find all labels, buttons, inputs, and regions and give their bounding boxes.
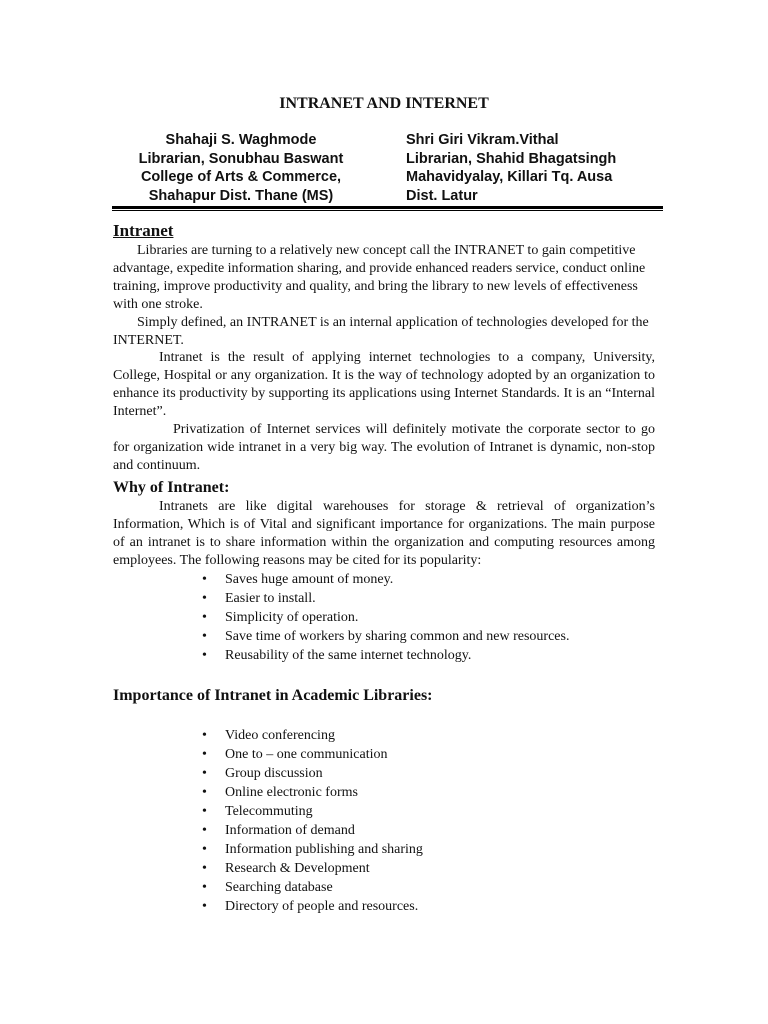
list-item-text: Research & Development (225, 861, 370, 876)
list-item-text: Searching database (225, 880, 333, 895)
bullet-icon: • (202, 766, 207, 781)
list-item (202, 802, 423, 821)
bullet-icon: • (202, 629, 207, 644)
list-item-text: Telecommuting (225, 804, 313, 819)
author-block-left (124, 131, 358, 205)
list-item-text: Directory of people and resources. (225, 899, 419, 914)
author-left-line: Shahapur Dist. Thane (MS) (148, 187, 334, 204)
list-item (202, 627, 569, 646)
list-item (202, 821, 423, 840)
section-heading-why: Why of Intranet: (113, 479, 230, 496)
author-right-line: Dist. Latur (406, 187, 478, 204)
why-bullet-list (202, 570, 569, 665)
author-left-name: Shahaji S. Waghmode (165, 132, 317, 148)
list-item (202, 608, 569, 627)
bullet-icon: • (202, 899, 207, 914)
list-item-text: Information publishing and sharing (225, 842, 423, 857)
list-item (202, 726, 423, 745)
list-item (202, 840, 423, 859)
section-heading-intranet: Intranet (113, 221, 174, 240)
list-item-text: One to – one communication (225, 747, 388, 762)
list-item-text: Video conferencing (225, 728, 335, 743)
list-item (202, 897, 423, 916)
author-right-line: Mahavidyalay, Killari Tq. Ausa (406, 169, 613, 185)
paragraph: Libraries are turning to a relatively new concept call the INTRANET to gain competitive advantage, expedite information sharing, and provide enhanced readers service, conduct online training, improve productivity and quality, and bring the library to new levels of effectiveness with one stroke. (113, 243, 646, 312)
list-item (202, 764, 423, 783)
section-heading-importance: Importance of Intranet in Academic Libraries: (113, 687, 433, 704)
paragraph: Simply defined, an INTRANET is an internal application of technologies developed for the INTERNET. (113, 314, 649, 348)
paragraph: Privatization of Internet services will definitely motivate the corporate sector to go for organization wide intranet in a very big way. The evolution of Intranet is dynamic, non-stop and continuum. (113, 422, 655, 473)
list-item-text: Save time of workers by sharing common and new resources. (225, 629, 570, 644)
author-right-name: Shri Giri Vikram.Vithal (406, 132, 559, 148)
author-left-line: College of Arts & Commerce, (140, 169, 342, 185)
list-item (202, 745, 423, 764)
bullet-icon: • (202, 728, 207, 743)
author-block-right (406, 131, 666, 205)
list-item-text: Easier to install. (225, 591, 316, 606)
bullet-icon: • (202, 842, 207, 857)
list-item-text: Online electronic forms (225, 785, 358, 800)
why-section-body (113, 498, 655, 570)
bullet-icon: • (202, 747, 207, 762)
list-item (202, 589, 569, 608)
bullet-icon: • (202, 880, 207, 895)
header-divider (112, 206, 663, 211)
bullet-icon: • (202, 823, 207, 838)
list-item-text: Information of demand (225, 823, 355, 838)
bullet-icon: • (202, 785, 207, 800)
list-item (202, 646, 569, 665)
list-item-text: Reusability of the same internet technology. (225, 648, 472, 663)
bullet-icon: • (202, 591, 207, 606)
author-left-line: Librarian, Sonubhau Baswant (138, 150, 344, 167)
bullet-icon: • (202, 648, 207, 663)
bullet-icon: • (202, 861, 207, 876)
list-item-text: Saves huge amount of money. (225, 572, 394, 587)
paragraph: Intranets are like digital warehouses for storage & retrieval of organization’s Information, Which is of Vital and significant importance for organizations. The main purpose of an intranet is to share information within the organization and computing resources among employees. The following reasons may be cited for its popularity: (113, 499, 655, 568)
bullet-icon: • (202, 804, 207, 819)
list-item (202, 859, 423, 878)
list-item (202, 570, 569, 589)
list-item-text: Group discussion (225, 766, 323, 781)
paragraph: Intranet is the result of applying internet technologies to a company, University, College, Hospital or any organization. It is the way of technology adopted by an organization to enhance its productivity by supporting its applications using Internet Standards. It is an “Internal Internet”. (113, 350, 655, 420)
author-right-line: Librarian, Shahid Bhagatsingh (406, 150, 617, 167)
list-item (202, 783, 423, 802)
bullet-icon: • (202, 572, 207, 587)
list-item-text: Simplicity of operation. (225, 610, 359, 625)
importance-bullet-list (202, 726, 423, 916)
intranet-section-body (113, 242, 655, 475)
document-title: INTRANET AND INTERNET (279, 95, 489, 112)
bullet-icon: • (202, 610, 207, 625)
list-item (202, 878, 423, 897)
